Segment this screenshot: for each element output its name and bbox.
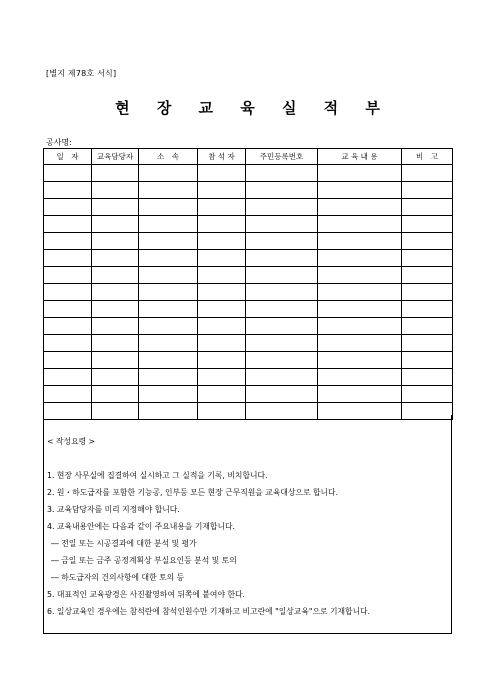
table-cell[interactable]: [246, 250, 318, 267]
column-header-affiliation: 소 속: [139, 149, 198, 165]
table-row: [44, 233, 453, 250]
table-cell[interactable]: [246, 284, 318, 301]
table-cell[interactable]: [198, 284, 246, 301]
table-cell[interactable]: [198, 386, 246, 403]
table-cell[interactable]: [318, 284, 402, 301]
table-cell[interactable]: [92, 267, 139, 284]
table-cell[interactable]: [139, 182, 198, 199]
table-cell[interactable]: [198, 267, 246, 284]
table-cell[interactable]: [139, 369, 198, 386]
table-cell[interactable]: [139, 165, 198, 182]
table-cell[interactable]: [44, 284, 92, 301]
guideline-item: 4. 교육내용안에는 다음과 같이 주요내용을 기재합니다.: [47, 522, 236, 531]
table-cell[interactable]: [139, 386, 198, 403]
table-cell[interactable]: [318, 369, 402, 386]
table-cell[interactable]: [198, 250, 246, 267]
table-cell[interactable]: [198, 352, 246, 369]
table-cell[interactable]: [402, 352, 453, 369]
table-row: [44, 182, 453, 199]
column-header-instructor: 교육담당자: [92, 149, 139, 165]
table-cell[interactable]: [246, 369, 318, 386]
table-cell[interactable]: [44, 216, 92, 233]
table-cell[interactable]: [139, 250, 198, 267]
table-cell[interactable]: [402, 165, 453, 182]
guideline-sub-item: ― 하도급자의 건의사항에 대한 토의 등: [51, 573, 185, 582]
table-cell[interactable]: [402, 335, 453, 352]
table-cell[interactable]: [402, 386, 453, 403]
guidelines-heading: < 작성요령 >: [47, 437, 96, 446]
table-cell[interactable]: [246, 318, 318, 335]
table-cell[interactable]: [402, 301, 453, 318]
table-cell[interactable]: [44, 335, 92, 352]
table-cell[interactable]: [246, 182, 318, 199]
table-cell[interactable]: [246, 301, 318, 318]
table-cell[interactable]: [92, 199, 139, 216]
table-cell[interactable]: [44, 250, 92, 267]
table-cell[interactable]: [318, 301, 402, 318]
table-cell[interactable]: [402, 216, 453, 233]
table-cell[interactable]: [198, 216, 246, 233]
table-cell[interactable]: [198, 301, 246, 318]
table-cell[interactable]: [44, 233, 92, 250]
table-cell[interactable]: [92, 352, 139, 369]
table-cell[interactable]: [44, 267, 92, 284]
table-cell[interactable]: [139, 216, 198, 233]
table-row: [44, 335, 453, 352]
table-cell[interactable]: [246, 216, 318, 233]
table-cell[interactable]: [318, 352, 402, 369]
table-row: [44, 267, 453, 284]
table-cell[interactable]: [139, 301, 198, 318]
table-cell[interactable]: [318, 267, 402, 284]
column-header-attendee: 참 석 자: [198, 149, 246, 165]
table-cell[interactable]: [92, 165, 139, 182]
table-cell[interactable]: [246, 165, 318, 182]
table-cell[interactable]: [198, 369, 246, 386]
table-row: [44, 250, 453, 267]
table-cell[interactable]: [44, 182, 92, 199]
guideline-item: 3. 교육담당자를 미리 지정해야 합니다.: [47, 505, 180, 514]
table-cell[interactable]: [198, 233, 246, 250]
form-number: [별지 제78호 서식]: [46, 69, 117, 78]
table-row: [44, 318, 453, 335]
table-cell[interactable]: [246, 335, 318, 352]
table-cell[interactable]: [318, 165, 402, 182]
table-header-row: [44, 149, 453, 165]
table-cell[interactable]: [402, 284, 453, 301]
table-row: [44, 352, 453, 369]
table-cell[interactable]: [246, 199, 318, 216]
table-cell[interactable]: [44, 352, 92, 369]
table-cell[interactable]: [402, 267, 453, 284]
table-cell[interactable]: [139, 233, 198, 250]
guideline-sub-item: ― 전일 또는 시공결과에 대한 분석 및 평가: [51, 539, 197, 548]
table-cell[interactable]: [198, 165, 246, 182]
guideline-item: 2. 원・하도급자를 포함한 기능공, 인부등 모든 현장 근무직원을 교육대상으로 합니다.: [47, 488, 339, 497]
table-row: [44, 216, 453, 233]
table-row: [44, 284, 453, 301]
table-cell[interactable]: [92, 386, 139, 403]
table-cell[interactable]: [318, 318, 402, 335]
table-cell[interactable]: [318, 250, 402, 267]
guideline-item: 5. 대표적인 교육광경은 사진촬영하여 뒤쪽에 붙여야 한다.: [47, 590, 246, 599]
table-row: [44, 369, 453, 386]
table-cell[interactable]: [246, 233, 318, 250]
table-cell[interactable]: [318, 182, 402, 199]
table-cell[interactable]: [92, 318, 139, 335]
project-name-label: 공사명:: [46, 138, 72, 147]
table-cell[interactable]: [402, 369, 453, 386]
page-title: 현 장 교 육 실 적 부: [115, 99, 391, 117]
table-cell[interactable]: [92, 216, 139, 233]
table-cell[interactable]: [246, 267, 318, 284]
table-cell[interactable]: [92, 233, 139, 250]
table-cell[interactable]: [92, 335, 139, 352]
table-cell[interactable]: [44, 386, 92, 403]
table-cell[interactable]: [139, 267, 198, 284]
table-cell[interactable]: [318, 199, 402, 216]
column-header-resident-number: 주민등록번호: [246, 149, 318, 165]
column-header-date: 일 자: [44, 149, 92, 165]
table-cell[interactable]: [198, 318, 246, 335]
column-header-content: 교 육 내 용: [318, 149, 402, 165]
table-cell[interactable]: [139, 335, 198, 352]
guideline-sub-item: ― 금일 또는 금주 공정계획상 부실요인등 분석 및 토의: [51, 556, 237, 565]
table-cell[interactable]: [402, 318, 453, 335]
table-cell[interactable]: [198, 182, 246, 199]
table-cell[interactable]: [92, 250, 139, 267]
table-row: [44, 386, 453, 403]
writing-guidelines: [43, 415, 452, 634]
table-cell[interactable]: [92, 301, 139, 318]
table-cell[interactable]: [402, 182, 453, 199]
table-cell[interactable]: [92, 369, 139, 386]
table-cell[interactable]: [402, 233, 453, 250]
table-cell[interactable]: [318, 335, 402, 352]
table-cell[interactable]: [318, 216, 402, 233]
table-row: [44, 301, 453, 318]
table-cell[interactable]: [92, 182, 139, 199]
table-cell[interactable]: [44, 318, 92, 335]
table-cell[interactable]: [44, 199, 92, 216]
table-cell[interactable]: [44, 369, 92, 386]
guideline-item: 6. 일상교육인 경우에는 참석란에 참석인원수만 기재하고 비고란에 "일상교육"으로 기재합니다.: [47, 607, 371, 616]
table-cell[interactable]: [246, 386, 318, 403]
table-cell[interactable]: [44, 301, 92, 318]
table-cell[interactable]: [402, 250, 453, 267]
table-cell[interactable]: [246, 352, 318, 369]
table-cell[interactable]: [139, 284, 198, 301]
table-cell[interactable]: [139, 199, 198, 216]
table-cell[interactable]: [139, 352, 198, 369]
table-cell[interactable]: [318, 233, 402, 250]
guideline-item: 1. 현장 사무실에 집결하여 실시하고 그 실적을 기록, 비치합니다.: [47, 471, 268, 480]
table-cell[interactable]: [44, 165, 92, 182]
column-header-remarks: 비 고: [402, 149, 453, 165]
table-cell[interactable]: [92, 284, 139, 301]
table-cell[interactable]: [318, 386, 402, 403]
education-record-table: [43, 148, 453, 420]
table-body: [44, 165, 453, 420]
table-cell[interactable]: [139, 318, 198, 335]
table-row: [44, 199, 453, 216]
table-cell[interactable]: [198, 199, 246, 216]
table-cell[interactable]: [198, 335, 246, 352]
table-cell[interactable]: [402, 199, 453, 216]
table-row: [44, 165, 453, 182]
